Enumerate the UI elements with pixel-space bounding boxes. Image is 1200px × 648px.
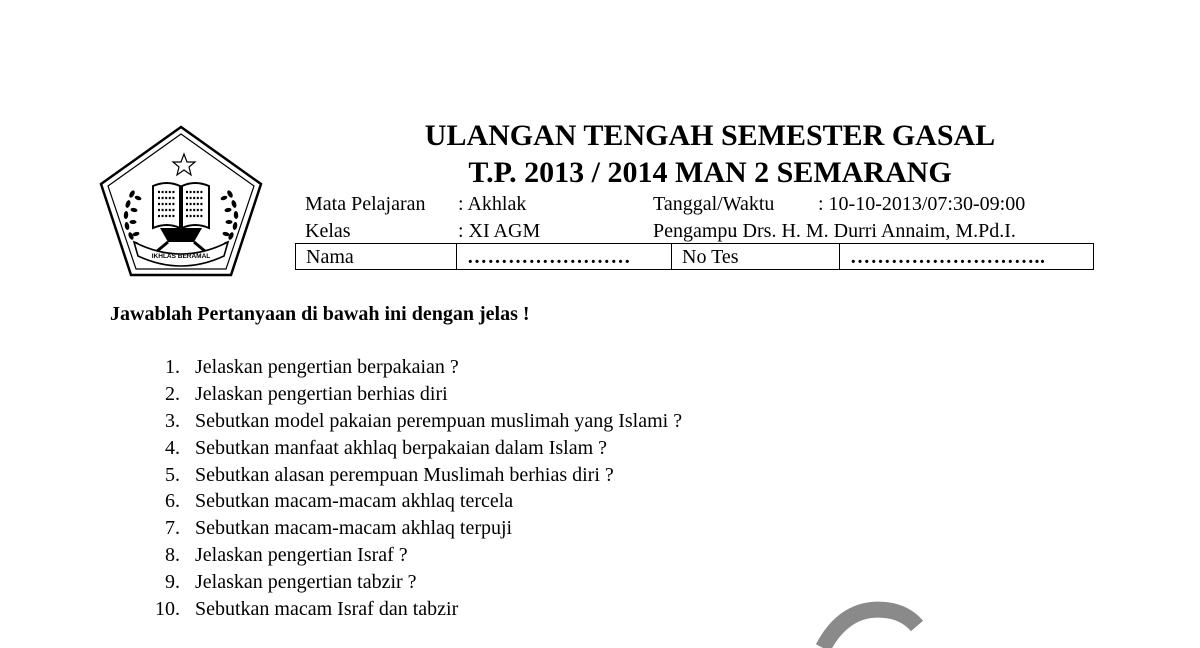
question-text: Sebutkan macam Israf dan tabzir bbox=[195, 598, 459, 621]
question-text: Sebutkan model pakaian perempuan muslimah yang Islami ? bbox=[195, 409, 683, 432]
question-number: 6. bbox=[165, 490, 180, 513]
date-label: Tanggal/Waktu bbox=[653, 193, 775, 215]
class-label: Kelas bbox=[305, 220, 351, 242]
question-text: Jelaskan pengertian tabzir ? bbox=[195, 571, 417, 594]
watermark-arc-icon bbox=[805, 588, 925, 648]
exam-title: ULANGAN TENGAH SEMESTER GASAL bbox=[424, 119, 996, 152]
class-value: : XI AGM bbox=[458, 220, 541, 242]
subject-label: Mata Pelajaran bbox=[305, 193, 426, 215]
student-info-table bbox=[295, 243, 1094, 270]
question-number: 8. bbox=[165, 544, 180, 567]
student-info-row bbox=[296, 244, 1094, 270]
name-label: Nama bbox=[296, 244, 457, 270]
question-text: Jelaskan pengertian Israf ? bbox=[195, 544, 408, 567]
date-value: : 10-10-2013/07:30-09:00 bbox=[818, 193, 1026, 215]
question-number: 1. bbox=[165, 356, 180, 378]
question-text: Sebutkan macam-macam akhlaq tercela bbox=[195, 490, 514, 513]
question-number: 3. bbox=[165, 409, 180, 432]
exam-subtitle: T.P. 2013 / 2014 MAN 2 SEMARANG bbox=[468, 156, 952, 189]
question-text: Jelaskan pengertian berhias diri bbox=[195, 382, 448, 405]
subject-value: : Akhlak bbox=[458, 193, 527, 215]
question-number: 4. bbox=[165, 436, 180, 459]
question-number: 9. bbox=[165, 571, 180, 594]
test-number-label: No Tes bbox=[672, 244, 840, 270]
instruction-text: Jawablah Pertanyaan di bawah ini dengan jelas ! bbox=[110, 303, 530, 325]
question-number: 7. bbox=[165, 517, 180, 540]
question-number: 2. bbox=[165, 382, 180, 405]
question-number: 10. bbox=[155, 598, 180, 621]
teacher-label: Pengampu bbox=[653, 220, 738, 242]
name-field[interactable]: …………………… bbox=[457, 244, 672, 270]
svg-text:IKHLAS BERAMAL: IKHLAS BERAMAL bbox=[151, 253, 211, 260]
school-emblem-logo bbox=[98, 124, 264, 278]
question-text: Sebutkan alasan perempuan Muslimah berhias diri ? bbox=[195, 463, 614, 486]
question-number: 5. bbox=[165, 463, 180, 486]
test-number-field[interactable]: ……………………….. bbox=[840, 244, 1094, 270]
question-text: Sebutkan manfaat akhlaq berpakaian dalam Islam ? bbox=[195, 436, 608, 459]
teacher-value: : Drs. H. M. Durri Annaim, M.Pd.I. bbox=[732, 220, 1016, 242]
question-text: Jelaskan pengertian berpakaian ? bbox=[195, 356, 459, 378]
question-text: Sebutkan macam-macam akhlaq terpuji bbox=[195, 517, 513, 540]
